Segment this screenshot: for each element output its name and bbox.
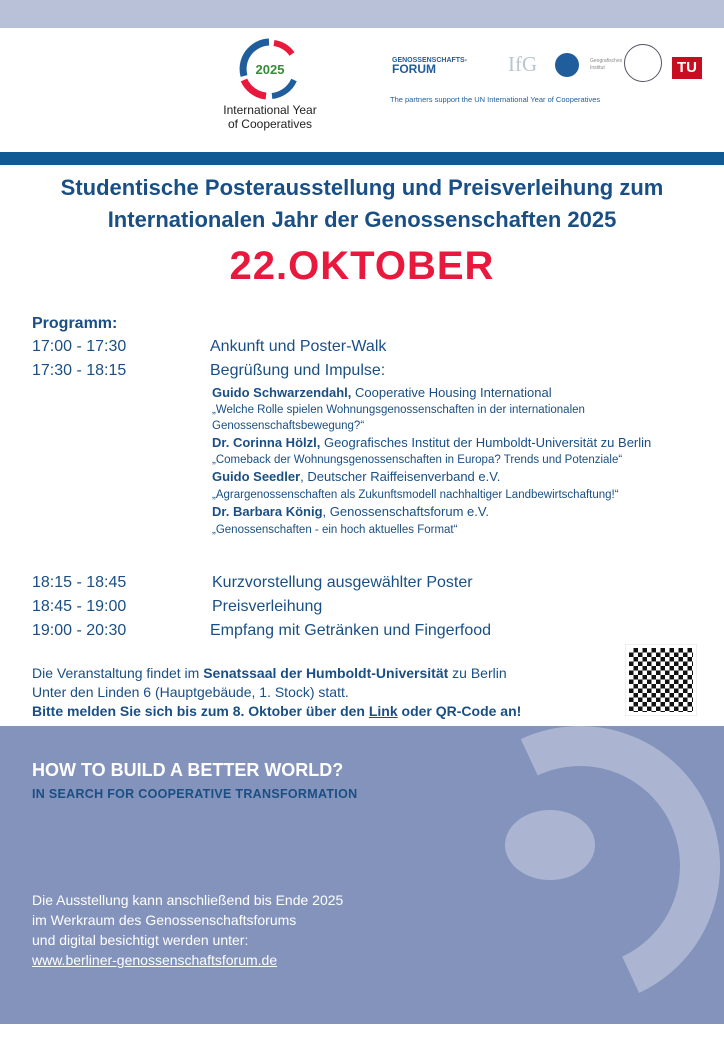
website-link[interactable]: www.berliner-genossenschaftsforum.de	[32, 952, 278, 968]
iyc-label-line: of Cooperatives	[227, 117, 313, 131]
speaker-org: Geografisches Institut der Humboldt-Universität zu Berlin	[320, 435, 652, 450]
tu-berlin-logo: TU	[672, 57, 702, 79]
exhibition-line: im Werkraum des Genossenschaftsforums	[32, 912, 297, 928]
talk-quote: „Agrargenossenschaften als Zukunftsmodell nachhaltiger Landbewirtschaftung!“	[212, 489, 619, 501]
registration-link[interactable]: Link	[368, 703, 398, 719]
program-item: Preisverleihung	[212, 598, 323, 615]
title-line: Internationalen Jahr der Genossenschaften 2025	[107, 207, 617, 232]
program-time: 17:00 - 17:30	[32, 338, 127, 355]
program-heading: Programm:	[32, 315, 118, 332]
geo-institut-logo	[590, 58, 622, 72]
geo-line: Geografisches	[590, 58, 623, 64]
speaker-name: Guido Schwarzendahl,	[212, 385, 352, 400]
humboldt-seal-icon	[624, 44, 662, 82]
iyc-label	[200, 103, 340, 131]
program-time: 18:15 - 18:45	[32, 574, 127, 591]
speaker-org: , Genossenschaftsforum e.V.	[322, 504, 489, 519]
exhibition-line: und digital besichtigt werden unter:	[32, 932, 249, 948]
iyc-logo	[236, 36, 302, 102]
talk-speaker	[212, 469, 500, 485]
decorative-figure-shape	[505, 810, 595, 880]
venue-line	[32, 664, 521, 683]
gf-top: GENOSSENSCHAFTS-	[392, 57, 468, 64]
program-item: Begrüßung und Impulse:	[210, 362, 386, 379]
title-line: Studentische Posterausstellung und Preisverleihung zum	[60, 175, 664, 200]
program-time: 19:00 - 20:30	[32, 622, 127, 639]
venue-address: Unter den Linden 6 (Hauptgebäude, 1. Stock) statt.	[32, 684, 349, 700]
talk-quote: „Comeback der Wohnungsgenossenschaften in Europa? Trends und Potenziale“	[212, 454, 623, 466]
talk-speaker	[212, 504, 489, 520]
speaker-name: Guido Seedler	[212, 469, 301, 484]
program-time: 18:45 - 19:00	[32, 598, 127, 615]
venue-room: Senatssaal der Humboldt-Universität	[203, 665, 449, 681]
talk-quote: Genossenschaftsbewegung?“	[212, 420, 365, 432]
divider-stripe	[0, 152, 724, 165]
program-item: Kurzvorstellung ausgewählter Poster	[212, 574, 473, 591]
ifg-logo-mark	[555, 53, 579, 77]
exhibition-info	[32, 890, 343, 970]
event-date: 22.OKTOBER	[229, 244, 495, 288]
program-time: 17:30 - 18:15	[32, 362, 127, 379]
program-item: Empfang mit Getränken und Fingerfood	[210, 622, 492, 639]
venue-text: Die Veranstaltung findet im	[32, 665, 204, 681]
genossenschaftsforum-logo	[392, 57, 468, 76]
subheadline: IN SEARCH FOR COOPERATIVE TRANSFORMATION	[32, 787, 358, 801]
registration-text: oder QR-Code an!	[397, 703, 522, 719]
iyc-label-line: International Year	[223, 103, 317, 117]
page-title	[0, 172, 724, 236]
venue-info	[32, 664, 521, 721]
top-bar	[0, 0, 724, 28]
talk-quote: „Welche Rolle spielen Wohnungsgenossenschaften in der internationalen	[212, 404, 585, 416]
exhibition-line: Die Ausstellung kann anschließend bis Ende 2025	[32, 892, 344, 908]
speaker-org: , Deutscher Raiffeisenverband e.V.	[300, 469, 501, 484]
registration-line	[32, 702, 521, 721]
program-item: Ankunft und Poster-Walk	[210, 338, 387, 355]
venue-text: zu Berlin	[448, 665, 507, 681]
iyc-year: 2025	[255, 62, 285, 77]
registration-text: Bitte melden Sie sich bis zum 8. Oktober über den	[32, 703, 369, 719]
talk-speaker	[212, 385, 552, 401]
speaker-org: Cooperative Housing International	[351, 385, 552, 400]
headline: HOW TO BUILD A BETTER WORLD?	[32, 760, 344, 780]
geo-line: Institut	[590, 65, 605, 71]
partners-note: The partners support the UN International Year of Cooperatives	[390, 95, 601, 104]
talk-speaker	[212, 435, 651, 451]
ifg-logo: IfG	[508, 52, 538, 76]
gf-bottom: FORUM	[392, 62, 436, 76]
talk-quote: „Genossenschaften - ein hoch aktuelles Format“	[212, 524, 458, 536]
speaker-name: Dr. Corinna Hölzl,	[212, 435, 321, 450]
speaker-name: Dr. Barbara König	[212, 504, 323, 519]
qr-code[interactable]	[626, 645, 696, 715]
